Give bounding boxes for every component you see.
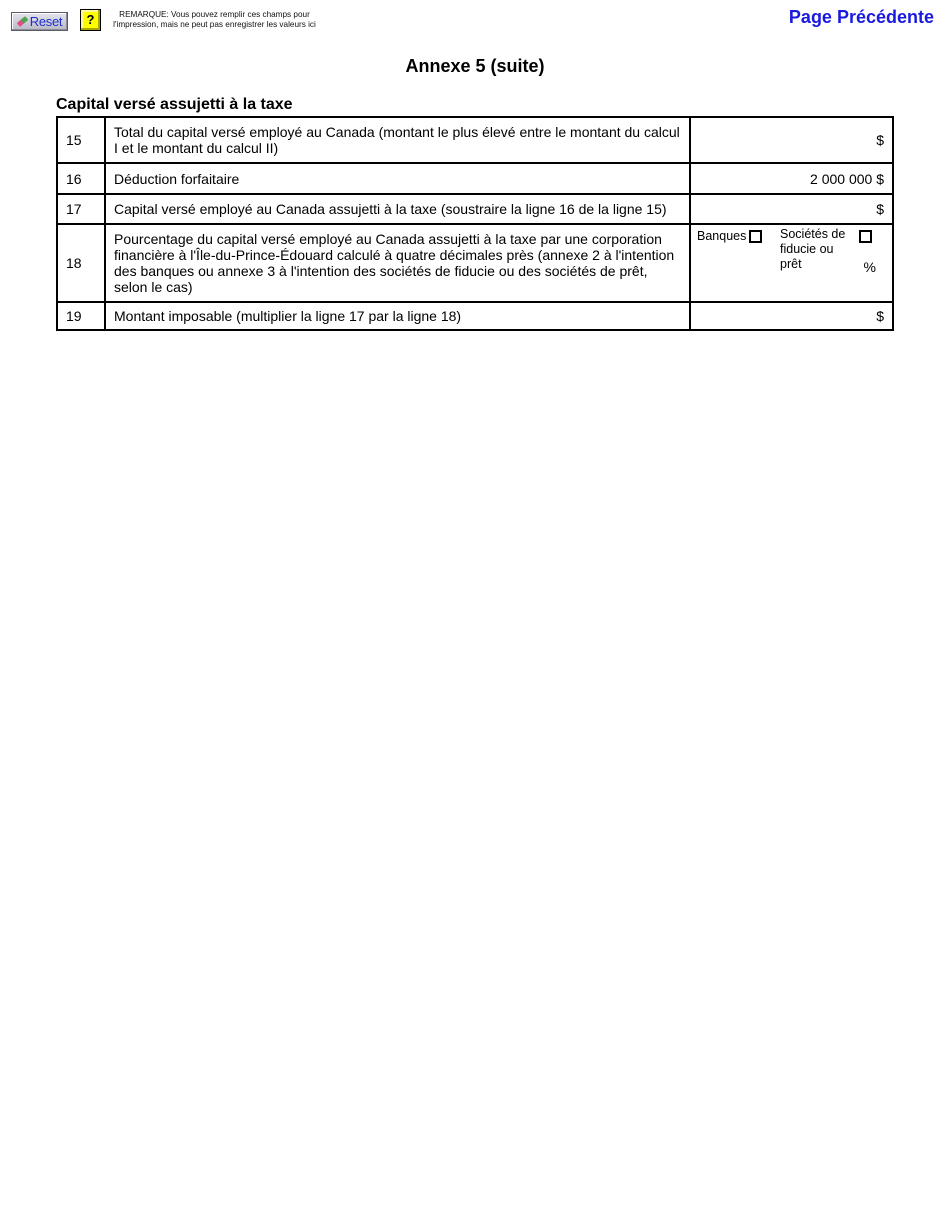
table-row xyxy=(57,302,893,330)
table-row xyxy=(57,194,893,224)
line-number: 15 xyxy=(57,117,105,163)
line-description: Pourcentage du capital versé employé au Canada assujetti à la taxe par une corporation financière à l'Île-du-Prince-Édouard calculé à quatre décimales près (annexe 2 à l'intention des banques ou annexe 3 à l'intention des sociétés de fiducie ou des sociétés de prêt, selon le cas) xyxy=(105,224,690,302)
page-title: Annexe 5 (suite) xyxy=(405,56,545,76)
reset-label: Reset xyxy=(29,14,63,29)
percentage-field-line-18[interactable]: % xyxy=(863,259,876,275)
table-row xyxy=(57,163,893,194)
line-description: Total du capital versé employé au Canada (montant le plus élevé entre le montant du calcul I et le montant du calcul II) xyxy=(105,117,690,163)
amount-field-line-16[interactable]: 2 000 000 $ xyxy=(690,163,893,194)
banks-checkbox-label: Banques xyxy=(697,229,747,243)
table-row xyxy=(57,117,893,163)
trust-companies-checkbox[interactable] xyxy=(859,230,872,243)
line-description: Capital versé employé au Canada assujetti à la taxe (soustraire la ligne 16 de la ligne 15) xyxy=(105,194,690,224)
percentage-cell-line-18 xyxy=(690,224,893,302)
section-title: Capital versé assujetti à la taxe xyxy=(56,96,293,113)
amount-field-line-17[interactable]: $ xyxy=(690,194,893,224)
previous-page-link[interactable]: Page Précédente xyxy=(788,7,934,27)
line-description: Montant imposable (multiplier la ligne 17 par la ligne 18) xyxy=(105,302,690,330)
eraser-icon xyxy=(16,16,28,27)
help-button[interactable]: ? xyxy=(80,9,101,31)
fill-note: REMARQUE: Vous pouvez remplir ces champs pour l'impression, mais ne peut pas enregistrer les valeurs ici xyxy=(113,10,316,29)
trust-companies-checkbox-label: Sociétés de fiducie ou prêt xyxy=(780,227,846,271)
line-description: Déduction forfaitaire xyxy=(105,163,690,194)
table-row xyxy=(57,224,893,302)
amount-field-line-15[interactable]: $ xyxy=(690,117,893,163)
amount-field-line-19[interactable]: $ xyxy=(690,302,893,330)
reset-button[interactable] xyxy=(11,12,68,31)
line-number: 18 xyxy=(57,224,105,302)
line-number: 19 xyxy=(57,302,105,330)
line-number: 17 xyxy=(57,194,105,224)
tax-capital-table xyxy=(56,116,894,331)
banks-checkbox[interactable] xyxy=(749,230,762,243)
line-number: 16 xyxy=(57,163,105,194)
